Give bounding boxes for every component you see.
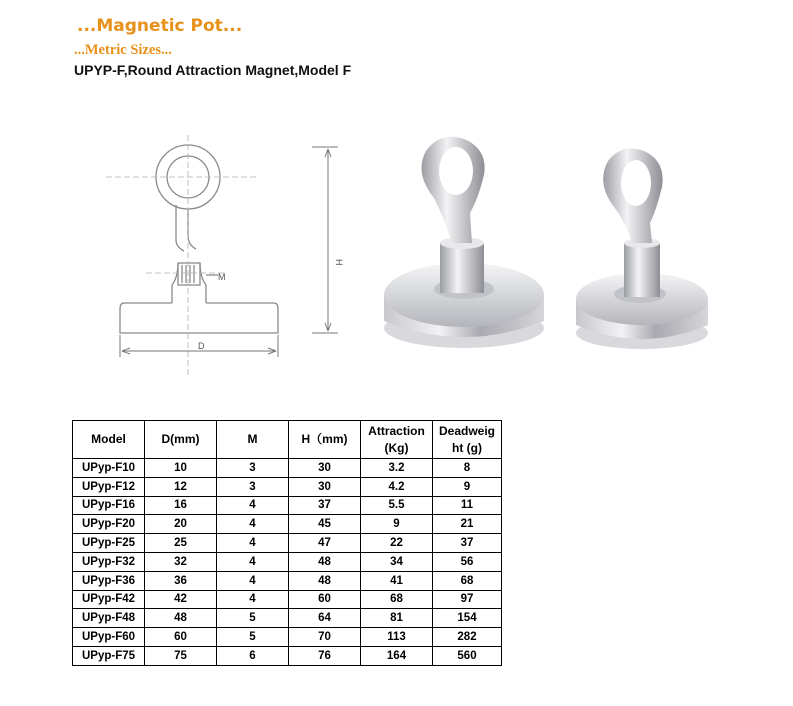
cell-d: 48 [145,609,217,628]
cell-model: UPyp-F25 [73,534,145,553]
cell-m: 4 [217,496,289,515]
cell-d: 32 [145,552,217,571]
table-row [73,534,502,553]
table-row [73,459,502,478]
cell-attraction: 81 [361,609,433,628]
cell-h: 48 [289,552,361,571]
cell-attraction: 22 [361,534,433,553]
cell-d: 12 [145,477,217,496]
header-h: H（mm) [289,421,361,459]
cell-deadweight: 9 [433,477,502,496]
table-row [73,496,502,515]
label-d: D [198,341,205,351]
cell-h: 30 [289,459,361,478]
cell-d: 25 [145,534,217,553]
cell-deadweight: 154 [433,609,502,628]
cell-deadweight: 11 [433,496,502,515]
page-subtitle: ...Metric Sizes... [74,42,172,58]
cell-attraction: 3.2 [361,459,433,478]
cell-deadweight: 56 [433,552,502,571]
cell-model: UPyp-F60 [73,628,145,647]
table-row [73,571,502,590]
cell-h: 64 [289,609,361,628]
label-h: H [334,259,344,266]
cell-h: 70 [289,628,361,647]
product-photo [374,103,717,383]
cell-h: 37 [289,496,361,515]
cell-m: 5 [217,628,289,647]
header-m: M [217,421,289,459]
spec-table [72,420,502,666]
cell-m: 5 [217,609,289,628]
cell-attraction: 34 [361,552,433,571]
cell-model: UPyp-F48 [73,609,145,628]
table-header-row [73,421,502,459]
table-row [73,609,502,628]
label-m: M [218,272,226,282]
cell-model: UPyp-F20 [73,515,145,534]
cell-h: 45 [289,515,361,534]
table-row [73,515,502,534]
cell-d: 16 [145,496,217,515]
table-row [73,646,502,665]
magnet-large [384,137,544,348]
table-row [73,628,502,647]
cell-deadweight: 560 [433,646,502,665]
cell-h: 47 [289,534,361,553]
cell-model: UPyp-F12 [73,477,145,496]
header-attraction: Attraction (Kg) [361,421,433,459]
cell-m: 6 [217,646,289,665]
cell-d: 20 [145,515,217,534]
cell-attraction: 68 [361,590,433,609]
magnet-small [576,149,708,349]
cell-h: 60 [289,590,361,609]
cell-attraction: 4.2 [361,477,433,496]
cell-attraction: 9 [361,515,433,534]
cell-m: 4 [217,515,289,534]
page-title: ...Magnetic Pot... [77,16,243,36]
cell-deadweight: 21 [433,515,502,534]
cell-model: UPyp-F42 [73,590,145,609]
cell-model: UPyp-F16 [73,496,145,515]
cell-attraction: 5.5 [361,496,433,515]
cell-attraction: 164 [361,646,433,665]
cell-deadweight: 282 [433,628,502,647]
cell-deadweight: 68 [433,571,502,590]
cell-m: 4 [217,534,289,553]
cell-attraction: 41 [361,571,433,590]
cell-h: 30 [289,477,361,496]
technical-drawing [106,135,366,380]
cell-d: 60 [145,628,217,647]
cell-m: 4 [217,571,289,590]
header-model: Model [73,421,145,459]
cell-h: 48 [289,571,361,590]
table-row [73,590,502,609]
cell-model: UPyp-F32 [73,552,145,571]
cell-model: UPyp-F10 [73,459,145,478]
table-row [73,552,502,571]
product-heading: UPYP-F,Round Attraction Magnet,Model F [74,62,352,78]
header-d: D(mm) [145,421,217,459]
header-deadweight: Deadweig ht (g) [433,421,502,459]
cell-model: UPyp-F36 [73,571,145,590]
cell-d: 75 [145,646,217,665]
cell-deadweight: 37 [433,534,502,553]
cell-d: 42 [145,590,217,609]
cell-model: UPyp-F75 [73,646,145,665]
cell-h: 76 [289,646,361,665]
cell-deadweight: 8 [433,459,502,478]
cell-m: 4 [217,552,289,571]
cell-attraction: 113 [361,628,433,647]
cell-deadweight: 97 [433,590,502,609]
cell-m: 4 [217,590,289,609]
cell-d: 36 [145,571,217,590]
cell-m: 3 [217,477,289,496]
cell-m: 3 [217,459,289,478]
cell-d: 10 [145,459,217,478]
table-row [73,477,502,496]
